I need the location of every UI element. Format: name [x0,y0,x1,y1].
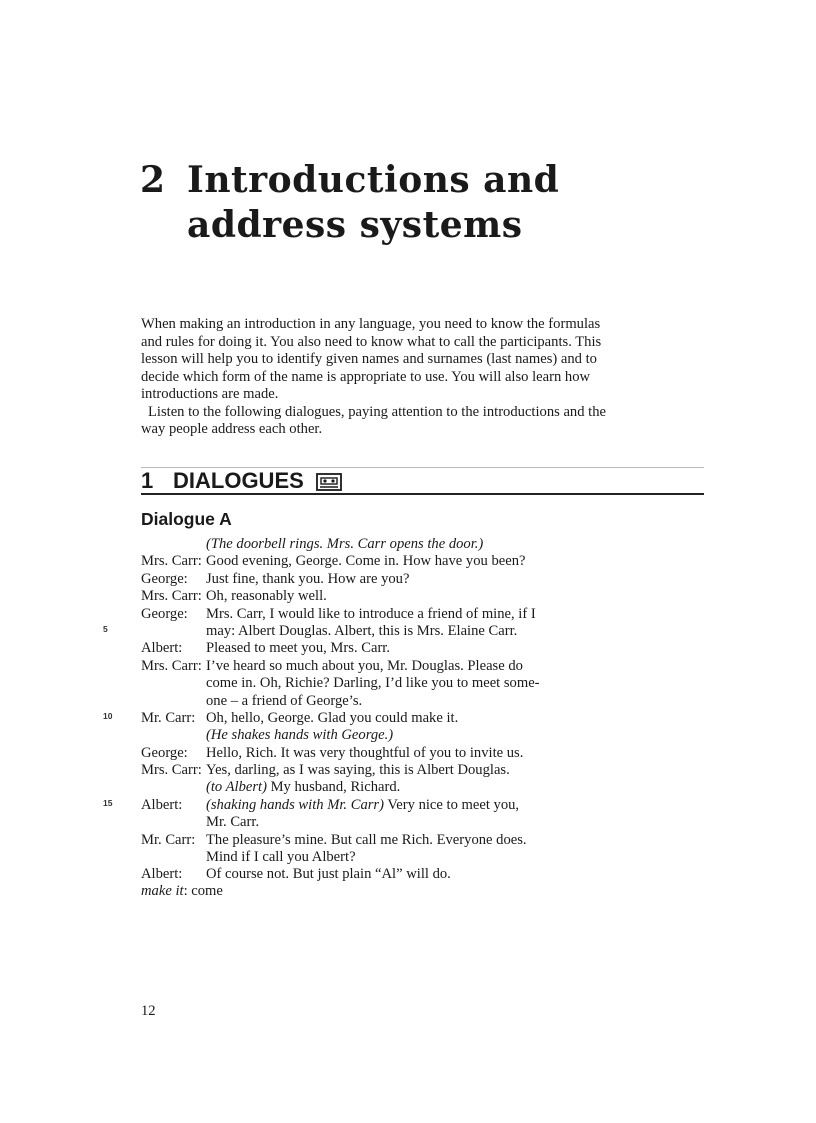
cassette-tape-icon [316,471,342,489]
speech-text: I’ve heard so much about you, Mr. Douglas. Please do [206,657,523,674]
dialogue-line [141,675,661,692]
dialogue-line [141,693,661,710]
speaker-name: Mrs. Carr: [141,657,202,674]
speaker-name [141,814,206,831]
speaker-name [141,693,206,710]
dialogue-line [141,658,661,675]
speaker-name [141,536,206,553]
speaker-name: Mrs. Carr: [141,553,202,570]
chapter-title-line1: Introductions and [187,159,560,201]
stage-direction: (The doorbell rings. Mrs. Carr opens the door.) [206,536,484,552]
stage-direction: (He shakes hands with George.) [206,727,394,744]
speech-text: (to Albert) My husband, Richard. [206,779,401,796]
dialogue-line [141,640,661,657]
speaker-name: George: [141,570,188,587]
speaker-name [141,779,206,796]
gloss-term: make it [141,883,184,899]
speech-text: Good evening, George. Come in. How have you been? [206,553,526,570]
dialogue-line [141,727,661,744]
line-number: 15 [103,798,113,808]
chapter-number: 2 [140,159,166,201]
speaker-name: Albert: [141,866,183,883]
speech-text: Hello, Rich. It was very thoughtful of you to invite us. [206,744,524,761]
dialogue-line [141,571,661,588]
stage-direction: (to Albert) [206,779,267,796]
speaker-name [141,849,206,866]
line-number: 5 [103,624,108,634]
dialogue-line [141,762,661,779]
speech-text: (shaking hands with Mr. Carr) Very nice to meet you, [206,796,520,813]
speech-text: Pleased to meet you, Mrs. Carr. [206,640,391,657]
chapter-title [140,158,559,248]
speech-text [206,727,661,744]
speech-text: may: Albert Douglas. Albert, this is Mrs. Elaine Carr. [206,622,518,639]
dialogue-line [141,832,661,849]
dialogue-line [141,553,661,570]
section-underline [141,493,704,495]
dialogue-line [141,814,661,831]
speaker-name: George: [141,744,188,761]
dialogue-line [141,588,661,605]
speech-text: Mind if I call you Albert? [206,849,356,866]
gloss-definition: : come [183,883,223,899]
speaker-name [141,675,206,692]
speech-text: Oh, reasonably well. [206,588,327,605]
speaker-name [141,623,206,640]
speech-text: come in. Oh, Richie? Darling, I’d like you to meet some- [206,675,540,692]
speaker-name: Mrs. Carr: [141,762,202,779]
speech-text: Mrs. Carr, I would like to introduce a friend of mine, if I [206,605,536,622]
section-heading [141,468,704,494]
section-title: DIALOGUES [173,468,304,493]
speaker-name: Mr. Carr: [141,831,196,848]
intro-paragraph: Listen to the following dialogues, paying attention to the introductions and the way people address each other. [141,403,607,437]
speech-text: Mr. Carr. [206,814,260,831]
dialogue-line [141,745,661,762]
speaker-name [141,727,206,744]
speaker-name: Albert: [141,640,183,657]
intro-text [141,316,611,439]
speech-text: Yes, darling, as I was saying, this is Albert Douglas. [206,762,510,779]
speech-text: Just fine, thank you. How are you? [206,570,410,587]
glossary-note [141,883,223,900]
dialogue-block [141,536,661,884]
speech-text: Of course not. But just plain “Al” will do. [206,866,451,883]
chapter-title-line2: address systems [187,204,523,246]
speech-text [206,536,661,553]
dialogue-line [141,536,661,553]
line-number: 10 [103,711,113,721]
speech-text: one – a friend of George’s. [206,692,363,709]
speech-text: The pleasure’s mine. But call me Rich. Everyone does. [206,831,527,848]
dialogue-line [141,623,661,640]
dialogue-line [141,797,661,814]
dialogue-line [141,710,661,727]
speaker-name: George: [141,605,188,622]
dialogue-line [141,866,661,883]
intro-paragraph: When making an introduction in any language, you need to know the formulas and rules for doing it. You also need to know what to call the participants. This lesson will help you to identify given names and surnames (last names) and to decide which form of the name is appropriate to use. You will also learn how introductions are made. [141,316,602,402]
page-number: 12 [141,1003,156,1019]
dialogue-line [141,779,661,796]
dialogue-line [141,606,661,623]
dialogue-heading: Dialogue A [141,509,232,529]
speaker-name: Albert: [141,796,183,813]
speaker-name: Mrs. Carr: [141,588,202,605]
stage-direction: (shaking hands with Mr. Carr) [206,796,384,813]
section-number: 1 [141,468,154,493]
speech-text: Oh, hello, George. Glad you could make it. [206,709,459,726]
dialogue-line [141,849,661,866]
speaker-name: Mr. Carr: [141,709,196,726]
